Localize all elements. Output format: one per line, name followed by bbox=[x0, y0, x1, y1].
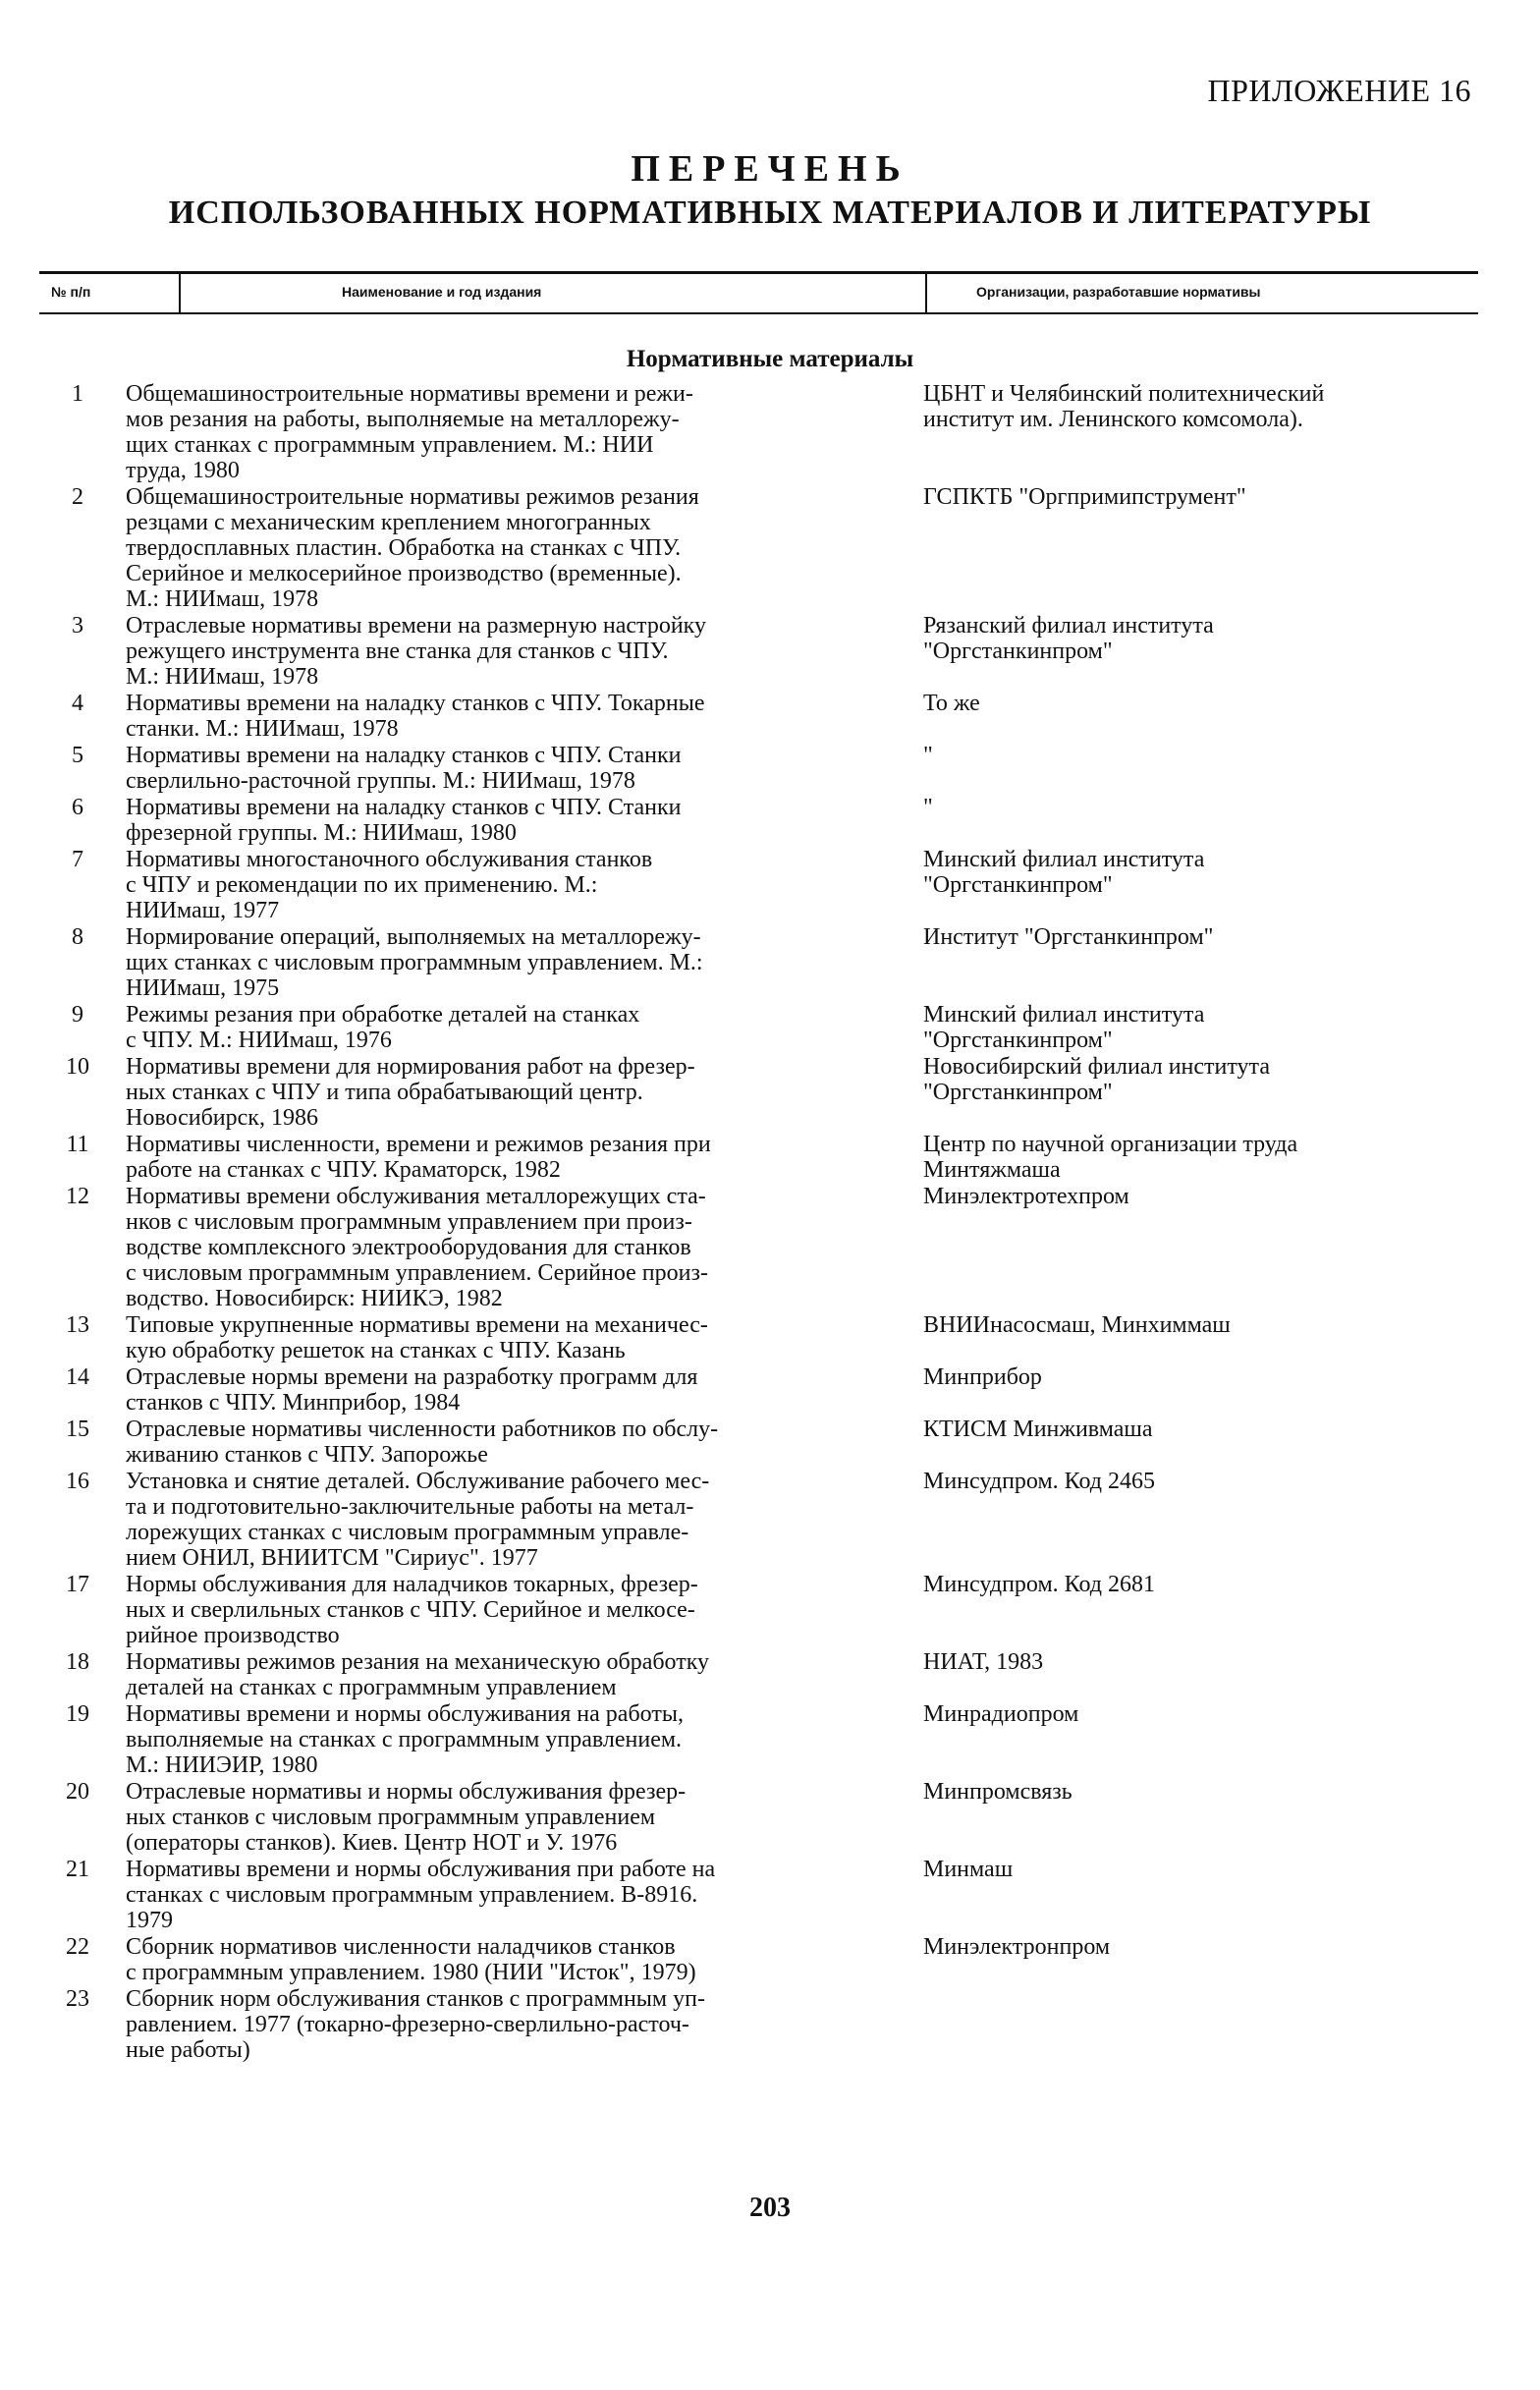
row-title bbox=[116, 1002, 911, 1053]
row-title bbox=[116, 1649, 911, 1700]
row-title-line: живанию станков с ЧПУ. Запорожье bbox=[126, 1442, 488, 1468]
row-organization-line: Минрадиопром bbox=[923, 1701, 1079, 1727]
row-title-line: рийное производство bbox=[126, 1623, 340, 1648]
row-organization-line: Институт "Оргстанкинпром" bbox=[923, 924, 1214, 950]
row-title-line: Нормативы численности, времени и режимов резания при bbox=[126, 1132, 711, 1157]
row-title bbox=[116, 1417, 911, 1468]
row-title-line: ные работы) bbox=[126, 2037, 250, 2063]
table-row bbox=[39, 1857, 1493, 1933]
row-number: 12 bbox=[66, 1184, 89, 1209]
row-number: 14 bbox=[66, 1364, 89, 1390]
table-row bbox=[39, 1364, 1493, 1416]
row-title bbox=[116, 1364, 911, 1416]
row-organization bbox=[911, 1364, 1493, 1390]
row-title-line: щих станках с числовым программным управлением. М.: bbox=[126, 950, 703, 975]
appendix-label: ПРИЛОЖЕНИЕ 16 bbox=[1207, 73, 1471, 108]
table-row bbox=[39, 613, 1493, 690]
row-title-line: Установка и снятие деталей. Обслуживание рабочего мес- bbox=[126, 1469, 710, 1494]
row-title bbox=[116, 795, 911, 846]
table-row bbox=[39, 1312, 1493, 1363]
row-title-line: труда, 1980 bbox=[126, 458, 240, 483]
row-title-line: равлением. 1977 (токарно-фрезерно-сверлильно-расточ- bbox=[126, 2012, 689, 2037]
row-title-line: резцами с механическим креплением многогранных bbox=[126, 510, 651, 535]
table-row bbox=[39, 1417, 1493, 1468]
row-title-line: Нормативы времени на наладку станков с ЧПУ. Станки bbox=[126, 743, 682, 768]
table-row bbox=[39, 1184, 1493, 1311]
row-number: 9 bbox=[72, 1002, 83, 1028]
table-top-rule bbox=[39, 271, 1478, 274]
row-number: 23 bbox=[66, 1986, 89, 2012]
row-title-line: М.: НИИЭИР, 1980 bbox=[126, 1752, 318, 1778]
row-title-line: Типовые укрупненные нормативы времени на механичес- bbox=[126, 1312, 708, 1338]
row-title-line: Нормативы режимов резания на механическую обработку bbox=[126, 1649, 710, 1675]
row-title-line: Отраслевые нормативы и нормы обслуживания фрезер- bbox=[126, 1779, 687, 1805]
row-organization bbox=[911, 381, 1493, 432]
row-number: 18 bbox=[66, 1649, 89, 1675]
row-title-line: 1979 bbox=[126, 1908, 173, 1933]
row-title bbox=[116, 691, 911, 742]
table-row bbox=[39, 691, 1493, 742]
row-number: 4 bbox=[72, 691, 83, 716]
row-organization bbox=[911, 1934, 1493, 1960]
row-title-line: НИИмаш, 1975 bbox=[126, 975, 280, 1001]
header-col-name: Наименование и год издания bbox=[342, 284, 542, 300]
row-number: 19 bbox=[66, 1701, 89, 1727]
table-row bbox=[39, 1934, 1493, 1985]
row-organization bbox=[911, 1312, 1493, 1338]
row-organization bbox=[911, 1572, 1493, 1597]
row-title bbox=[116, 1132, 911, 1183]
row-number: 2 bbox=[72, 484, 83, 510]
row-organization-line: Центр по научной организации труда bbox=[923, 1132, 1298, 1157]
row-organization bbox=[911, 1417, 1493, 1442]
header-col-number: № п/п bbox=[51, 284, 91, 300]
row-title-line: ных станках с ЧПУ и типа обрабатывающий центр. bbox=[126, 1080, 643, 1105]
row-title-line: Нормативы времени на наладку станков с ЧПУ. Токарные bbox=[126, 691, 705, 716]
row-organization bbox=[911, 1054, 1493, 1105]
table-row bbox=[39, 1469, 1493, 1571]
row-title-line: Нормы обслуживания для наладчиков токарных, фрезер- bbox=[126, 1572, 698, 1597]
document-title: ПЕРЕЧЕНЬ bbox=[631, 148, 909, 190]
row-organization bbox=[911, 1002, 1493, 1053]
row-title-line: Отраслевые нормативы численности работников по обслу- bbox=[126, 1417, 719, 1442]
row-number: 21 bbox=[66, 1857, 89, 1882]
table-header-rule bbox=[39, 312, 1478, 314]
row-organization-line: Новосибирский филиал института bbox=[923, 1054, 1270, 1080]
row-number: 8 bbox=[72, 924, 83, 950]
row-title bbox=[116, 1701, 911, 1778]
row-title bbox=[116, 1184, 911, 1311]
row-title-line: с ЧПУ и рекомендации по их применению. М.: bbox=[126, 872, 598, 898]
row-title-line: НИИмаш, 1977 bbox=[126, 898, 280, 923]
row-number: 20 bbox=[66, 1779, 89, 1805]
row-title-line: водство. Новосибирск: НИИКЭ, 1982 bbox=[126, 1286, 503, 1311]
row-organization bbox=[911, 1132, 1493, 1183]
row-title-line: Нормативы многостаночного обслуживания станков bbox=[126, 847, 653, 872]
row-title-line: водстве комплексного электрооборудования для станков bbox=[126, 1235, 691, 1260]
row-number: 16 bbox=[66, 1469, 89, 1494]
row-title-line: станки. М.: НИИмаш, 1978 bbox=[126, 716, 399, 742]
row-organization-line: Рязанский филиал института bbox=[923, 613, 1214, 639]
row-title-line: станках с числовым программным управлением. В-8916. bbox=[126, 1882, 698, 1908]
table-row bbox=[39, 381, 1493, 483]
table-row bbox=[39, 1002, 1493, 1053]
table-row bbox=[39, 1054, 1493, 1131]
row-title-line: нием ОНИЛ, ВНИИТСМ "Сириус". 1977 bbox=[126, 1545, 538, 1571]
row-title-line: Режимы резания при обработке деталей на станках bbox=[126, 1002, 640, 1028]
row-title-line: Нормирование операций, выполняемых на металлорежу- bbox=[126, 924, 701, 950]
row-organization bbox=[911, 924, 1493, 950]
row-title-line: работе на станках с ЧПУ. Краматорск, 1982 bbox=[126, 1157, 561, 1183]
row-title-line: кую обработку решеток на станках с ЧПУ. Казань bbox=[126, 1338, 626, 1363]
row-organization bbox=[911, 743, 1493, 768]
row-title bbox=[116, 1986, 911, 2063]
row-title bbox=[116, 847, 911, 923]
row-organization bbox=[911, 1857, 1493, 1882]
row-organization-line: Минэлектронпром bbox=[923, 1934, 1111, 1960]
section-title: Нормативные материалы bbox=[626, 346, 914, 372]
row-title bbox=[116, 1857, 911, 1933]
row-title-line: сверлильно-расточной группы. М.: НИИмаш, 1978 bbox=[126, 768, 635, 794]
row-title-line: щих станках с программным управлением. М.: НИИ bbox=[126, 432, 654, 458]
row-title-line: Отраслевые нормативы времени на размерную настройку bbox=[126, 613, 706, 639]
row-title-line: Сборник нормативов численности наладчиков станков bbox=[126, 1934, 676, 1960]
row-organization-line: НИАТ, 1983 bbox=[923, 1649, 1044, 1675]
row-title-line: выполняемые на станках с программным управлением. bbox=[126, 1727, 683, 1752]
row-organization-line: "Оргстанкинпром" bbox=[923, 1028, 1113, 1053]
header-col-org: Организации, разработавшие нормативы bbox=[976, 284, 1261, 300]
row-title-line: Нормативы времени обслуживания металлорежущих ста- bbox=[126, 1184, 706, 1209]
row-organization-line: " bbox=[923, 743, 933, 768]
table-row bbox=[39, 1986, 1493, 2063]
table-row bbox=[39, 1701, 1493, 1778]
row-organization-line: " bbox=[923, 795, 933, 820]
row-number: 17 bbox=[66, 1572, 89, 1597]
page-number: 203 bbox=[749, 2193, 791, 2223]
row-organization-line: Минсудпром. Код 2465 bbox=[923, 1469, 1155, 1494]
row-organization-line: институт им. Ленинского комсомола). bbox=[923, 407, 1303, 432]
row-title-line: с ЧПУ. М.: НИИмаш, 1976 bbox=[126, 1028, 392, 1053]
row-title-line: мов резания на работы, выполняемые на металлорежу- bbox=[126, 407, 680, 432]
row-organization-line: "Оргстанкинпром" bbox=[923, 639, 1113, 664]
table-row bbox=[39, 743, 1493, 794]
row-title bbox=[116, 613, 911, 690]
row-organization-line: ВНИИнасосмаш, Минхиммаш bbox=[923, 1312, 1231, 1338]
row-organization bbox=[911, 1184, 1493, 1209]
row-title-line: Сборник норм обслуживания станков с программным уп- bbox=[126, 1986, 705, 2012]
row-organization-line: Минсудпром. Код 2681 bbox=[923, 1572, 1155, 1597]
row-title bbox=[116, 743, 911, 794]
row-organization bbox=[911, 847, 1493, 898]
row-number: 5 bbox=[72, 743, 83, 768]
row-title-line: фрезерной группы. М.: НИИмаш, 1980 bbox=[126, 820, 517, 846]
row-title-line: с программным управлением. 1980 (НИИ "Исток", 1979) bbox=[126, 1960, 696, 1985]
row-organization-line: "Оргстанкинпром" bbox=[923, 1080, 1113, 1105]
row-organization bbox=[911, 1701, 1493, 1727]
row-number: 1 bbox=[72, 381, 83, 407]
row-title bbox=[116, 924, 911, 1001]
row-title-line: с числовым программным управлением. Серийное произ- bbox=[126, 1260, 708, 1286]
table-row bbox=[39, 484, 1493, 612]
row-organization-line: ГСПКТБ "Оргпримипструмент" bbox=[923, 484, 1246, 510]
row-organization-line: КТИСМ Минживмаша bbox=[923, 1417, 1153, 1442]
row-title bbox=[116, 1779, 911, 1856]
row-title-line: режущего инструмента вне станка для станков с ЧПУ. bbox=[126, 639, 669, 664]
row-title-line: ных станков с числовым программным управлением bbox=[126, 1805, 656, 1830]
document-subtitle: ИСПОЛЬЗОВАННЫХ НОРМАТИВНЫХ МАТЕРИАЛОВ И ЛИТЕРАТУРЫ bbox=[168, 195, 1372, 231]
row-title-line: Новосибирск, 1986 bbox=[126, 1105, 318, 1131]
row-number: 22 bbox=[66, 1934, 89, 1960]
row-title bbox=[116, 1572, 911, 1648]
row-organization-line: ЦБНТ и Челябинский политехнический bbox=[923, 381, 1325, 407]
row-organization-line: Минэлектротехпром bbox=[923, 1184, 1129, 1209]
row-organization-line: Минтяжмаша bbox=[923, 1157, 1061, 1183]
row-title bbox=[116, 1469, 911, 1571]
row-organization-line: Минский филиал института bbox=[923, 1002, 1205, 1028]
row-organization-line: Минпромсвязь bbox=[923, 1779, 1072, 1805]
table-row bbox=[39, 924, 1493, 1001]
row-title-line: Отраслевые нормы времени на разработку программ для bbox=[126, 1364, 698, 1390]
row-title bbox=[116, 1934, 911, 1985]
table-row bbox=[39, 1649, 1493, 1700]
row-organization-line: Минмаш bbox=[923, 1857, 1014, 1882]
row-title-line: ных и сверлильных станков с ЧПУ. Серийное и мелкосе- bbox=[126, 1597, 695, 1623]
row-title-line: М.: НИИмаш, 1978 bbox=[126, 664, 319, 690]
table-row bbox=[39, 1132, 1493, 1183]
row-number: 7 bbox=[72, 847, 83, 872]
row-organization bbox=[911, 484, 1493, 510]
row-number: 13 bbox=[66, 1312, 89, 1338]
row-title-line: лорежущих станках с числовым программным управле- bbox=[126, 1520, 689, 1545]
row-number: 10 bbox=[66, 1054, 89, 1080]
row-title-line: Общемашиностроительные нормативы режимов резания bbox=[126, 484, 699, 510]
table-row bbox=[39, 847, 1493, 923]
row-title-line: Нормативы времени и нормы обслуживания при работе на bbox=[126, 1857, 716, 1882]
row-title-line: деталей на станках с программным управлением bbox=[126, 1675, 617, 1700]
row-organization bbox=[911, 1779, 1493, 1805]
row-organization-line: "Оргстанкинпром" bbox=[923, 872, 1113, 898]
row-title-line: М.: НИИмаш, 1978 bbox=[126, 586, 319, 612]
table-row bbox=[39, 795, 1493, 846]
row-title-line: Нормативы времени на наладку станков с ЧПУ. Станки bbox=[126, 795, 682, 820]
row-title-line: станков с ЧПУ. Минприбор, 1984 bbox=[126, 1390, 461, 1416]
row-number: 15 bbox=[66, 1417, 89, 1442]
row-number: 6 bbox=[72, 795, 83, 820]
row-title bbox=[116, 1312, 911, 1363]
row-organization-line: То же bbox=[923, 691, 980, 716]
row-number: 11 bbox=[66, 1132, 89, 1157]
header-divider bbox=[925, 273, 927, 312]
table-row bbox=[39, 1779, 1493, 1856]
row-organization-line: Минский филиал института bbox=[923, 847, 1205, 872]
header-divider bbox=[179, 273, 181, 312]
row-title bbox=[116, 1054, 911, 1131]
row-title-line: нков с числовым программным управлением при произ- bbox=[126, 1209, 692, 1235]
row-title-line: твердосплавных пластин. Обработка на станках с ЧПУ. bbox=[126, 535, 682, 561]
row-organization bbox=[911, 1469, 1493, 1494]
row-title bbox=[116, 381, 911, 483]
table-row bbox=[39, 1572, 1493, 1648]
row-organization bbox=[911, 1649, 1493, 1675]
reference-list bbox=[39, 381, 1493, 2064]
row-organization bbox=[911, 613, 1493, 664]
row-title-line: та и подготовительно-заключительные работы на метал- bbox=[126, 1494, 694, 1520]
row-title-line: (операторы станков). Киев. Центр НОТ и У. 1976 bbox=[126, 1830, 618, 1856]
row-organization bbox=[911, 691, 1493, 716]
row-title-line: Нормативы времени для нормирования работ на фрезер- bbox=[126, 1054, 695, 1080]
row-number: 3 bbox=[72, 613, 83, 639]
row-title-line: Общемашиностроительные нормативы времени и режи- bbox=[126, 381, 693, 407]
row-organization-line: Минприбор bbox=[923, 1364, 1042, 1390]
row-title bbox=[116, 484, 911, 612]
row-title-line: Нормативы времени и нормы обслуживания на работы, bbox=[126, 1701, 684, 1727]
row-organization bbox=[911, 795, 1493, 820]
row-title-line: Серийное и мелкосерийное производство (временные). bbox=[126, 561, 682, 586]
